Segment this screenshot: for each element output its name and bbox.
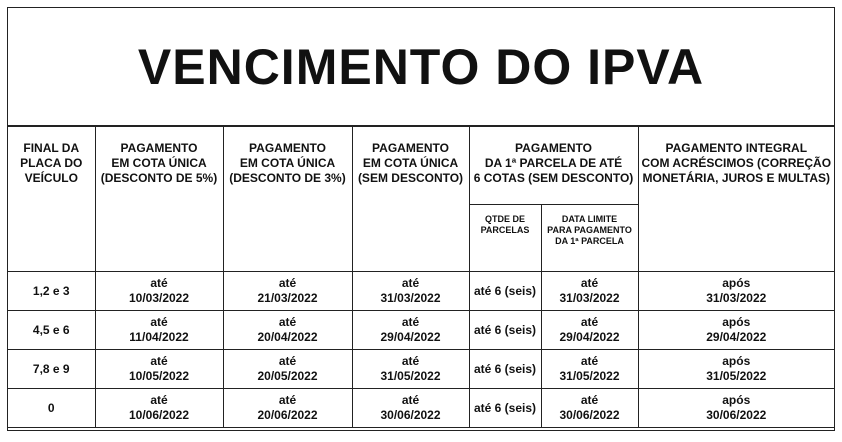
cell-prefix: após [722,276,751,290]
cell-cota-unica-3 [223,389,352,428]
cell-cota-unica-5 [95,272,223,311]
cell-prefix: após [722,393,751,407]
header-parcelas: PAGAMENTO DA 1ª PARCELA DE ATÉ 6 COTAS (SEM DESCONTO) [469,127,638,205]
cell-qtde-parcelas: até 6 (seis) [469,272,541,311]
cell-date: 30/06/2022 [559,408,620,422]
cell-final-placa: 4,5 e 6 [8,311,95,350]
cell-prefix: até [401,315,420,329]
cell-cota-unica-sem-desconto [352,311,469,350]
cell-date: 29/04/2022 [559,330,620,344]
table-row [8,350,834,389]
cell-final-placa: 7,8 e 9 [8,350,95,389]
cell-prefix: até [150,276,168,290]
cell-pagamento-integral [638,311,834,350]
table-row [8,311,834,350]
header-pagamento-integral: PAGAMENTO INTEGRAL COM ACRÉSCIMOS (CORREÇÃO MONETÁRIA, JUROS E MULTAS) [638,127,834,272]
table-row [8,272,834,311]
cell-prefix: após [722,354,751,368]
cell-date: 10/03/2022 [128,291,190,305]
cell-prefix: até [401,393,420,407]
cell-prefix: até [580,276,599,290]
ipva-document [7,7,835,431]
cell-prefix: até [150,393,168,407]
cell-cota-unica-sem-desconto [352,389,469,428]
cell-date: 31/03/2022 [380,291,441,305]
cell-prefix: até [278,315,297,329]
cell-prefix: até [150,354,168,368]
cell-cota-unica-5 [95,350,223,389]
cell-pagamento-integral [638,350,834,389]
cell-cota-unica-5 [95,389,223,428]
cell-data-limite [541,350,638,389]
cell-date: 20/04/2022 [257,330,318,344]
cell-date: 29/04/2022 [706,330,767,344]
header-data-limite: DATA LIMITE PARA PAGAMENTO DA 1ª PARCELA [541,205,638,272]
cell-date: 31/05/2022 [380,369,441,383]
cell-prefix: até [150,315,168,329]
cell-date: 30/06/2022 [706,408,767,422]
cell-cota-unica-3 [223,350,352,389]
header-cota-unica-5: PAGAMENTO EM COTA ÚNICA (DESCONTO DE 5%) [95,127,223,272]
cell-prefix: até [278,393,297,407]
cell-date: 21/03/2022 [257,291,318,305]
cell-prefix: até [401,276,420,290]
cell-date: 31/03/2022 [706,291,767,305]
cell-cota-unica-sem-desconto [352,272,469,311]
cell-data-limite [541,311,638,350]
cell-prefix: até [580,354,599,368]
cell-qtde-parcelas: até 6 (seis) [469,350,541,389]
cell-qtde-parcelas: até 6 (seis) [469,311,541,350]
page-title: VENCIMENTO DO IPVA [8,8,834,126]
cell-prefix: até [278,276,297,290]
cell-final-placa: 0 [8,389,95,428]
cell-final-placa: 1,2 e 3 [8,272,95,311]
cell-date: 20/05/2022 [257,369,318,383]
cell-date: 11/04/2022 [129,330,189,344]
cell-cota-unica-sem-desconto [352,350,469,389]
cell-data-limite [541,272,638,311]
table-row [8,389,834,428]
cell-pagamento-integral [638,389,834,428]
cell-pagamento-integral [638,272,834,311]
cell-prefix: até [580,393,599,407]
cell-date: 10/06/2022 [128,408,190,422]
cell-cota-unica-3 [223,311,352,350]
header-cota-unica-3: PAGAMENTO EM COTA ÚNICA (DESCONTO DE 3%) [223,127,352,272]
cell-date: 29/04/2022 [380,330,441,344]
header-qtde-parcelas: QTDE DE PARCELAS [469,205,541,272]
cell-date: 10/05/2022 [128,369,190,383]
cell-date: 31/05/2022 [706,369,767,383]
cell-qtde-parcelas: até 6 (seis) [469,389,541,428]
cell-cota-unica-5 [95,311,223,350]
cell-date: 31/05/2022 [559,369,620,383]
header-cota-unica-sem-desconto: PAGAMENTO EM COTA ÚNICA (SEM DESCONTO) [352,127,469,272]
cell-date: 20/06/2022 [257,408,318,422]
cell-data-limite [541,389,638,428]
cell-prefix: após [722,315,751,329]
cell-date: 31/03/2022 [559,291,620,305]
cell-prefix: até [401,354,420,368]
cell-date: 30/06/2022 [380,408,441,422]
header-final-placa: FINAL DA PLACA DO VEÍCULO [8,127,95,272]
cell-prefix: até [580,315,599,329]
cell-prefix: até [278,354,297,368]
ipva-schedule-table [8,126,834,428]
cell-cota-unica-3 [223,272,352,311]
